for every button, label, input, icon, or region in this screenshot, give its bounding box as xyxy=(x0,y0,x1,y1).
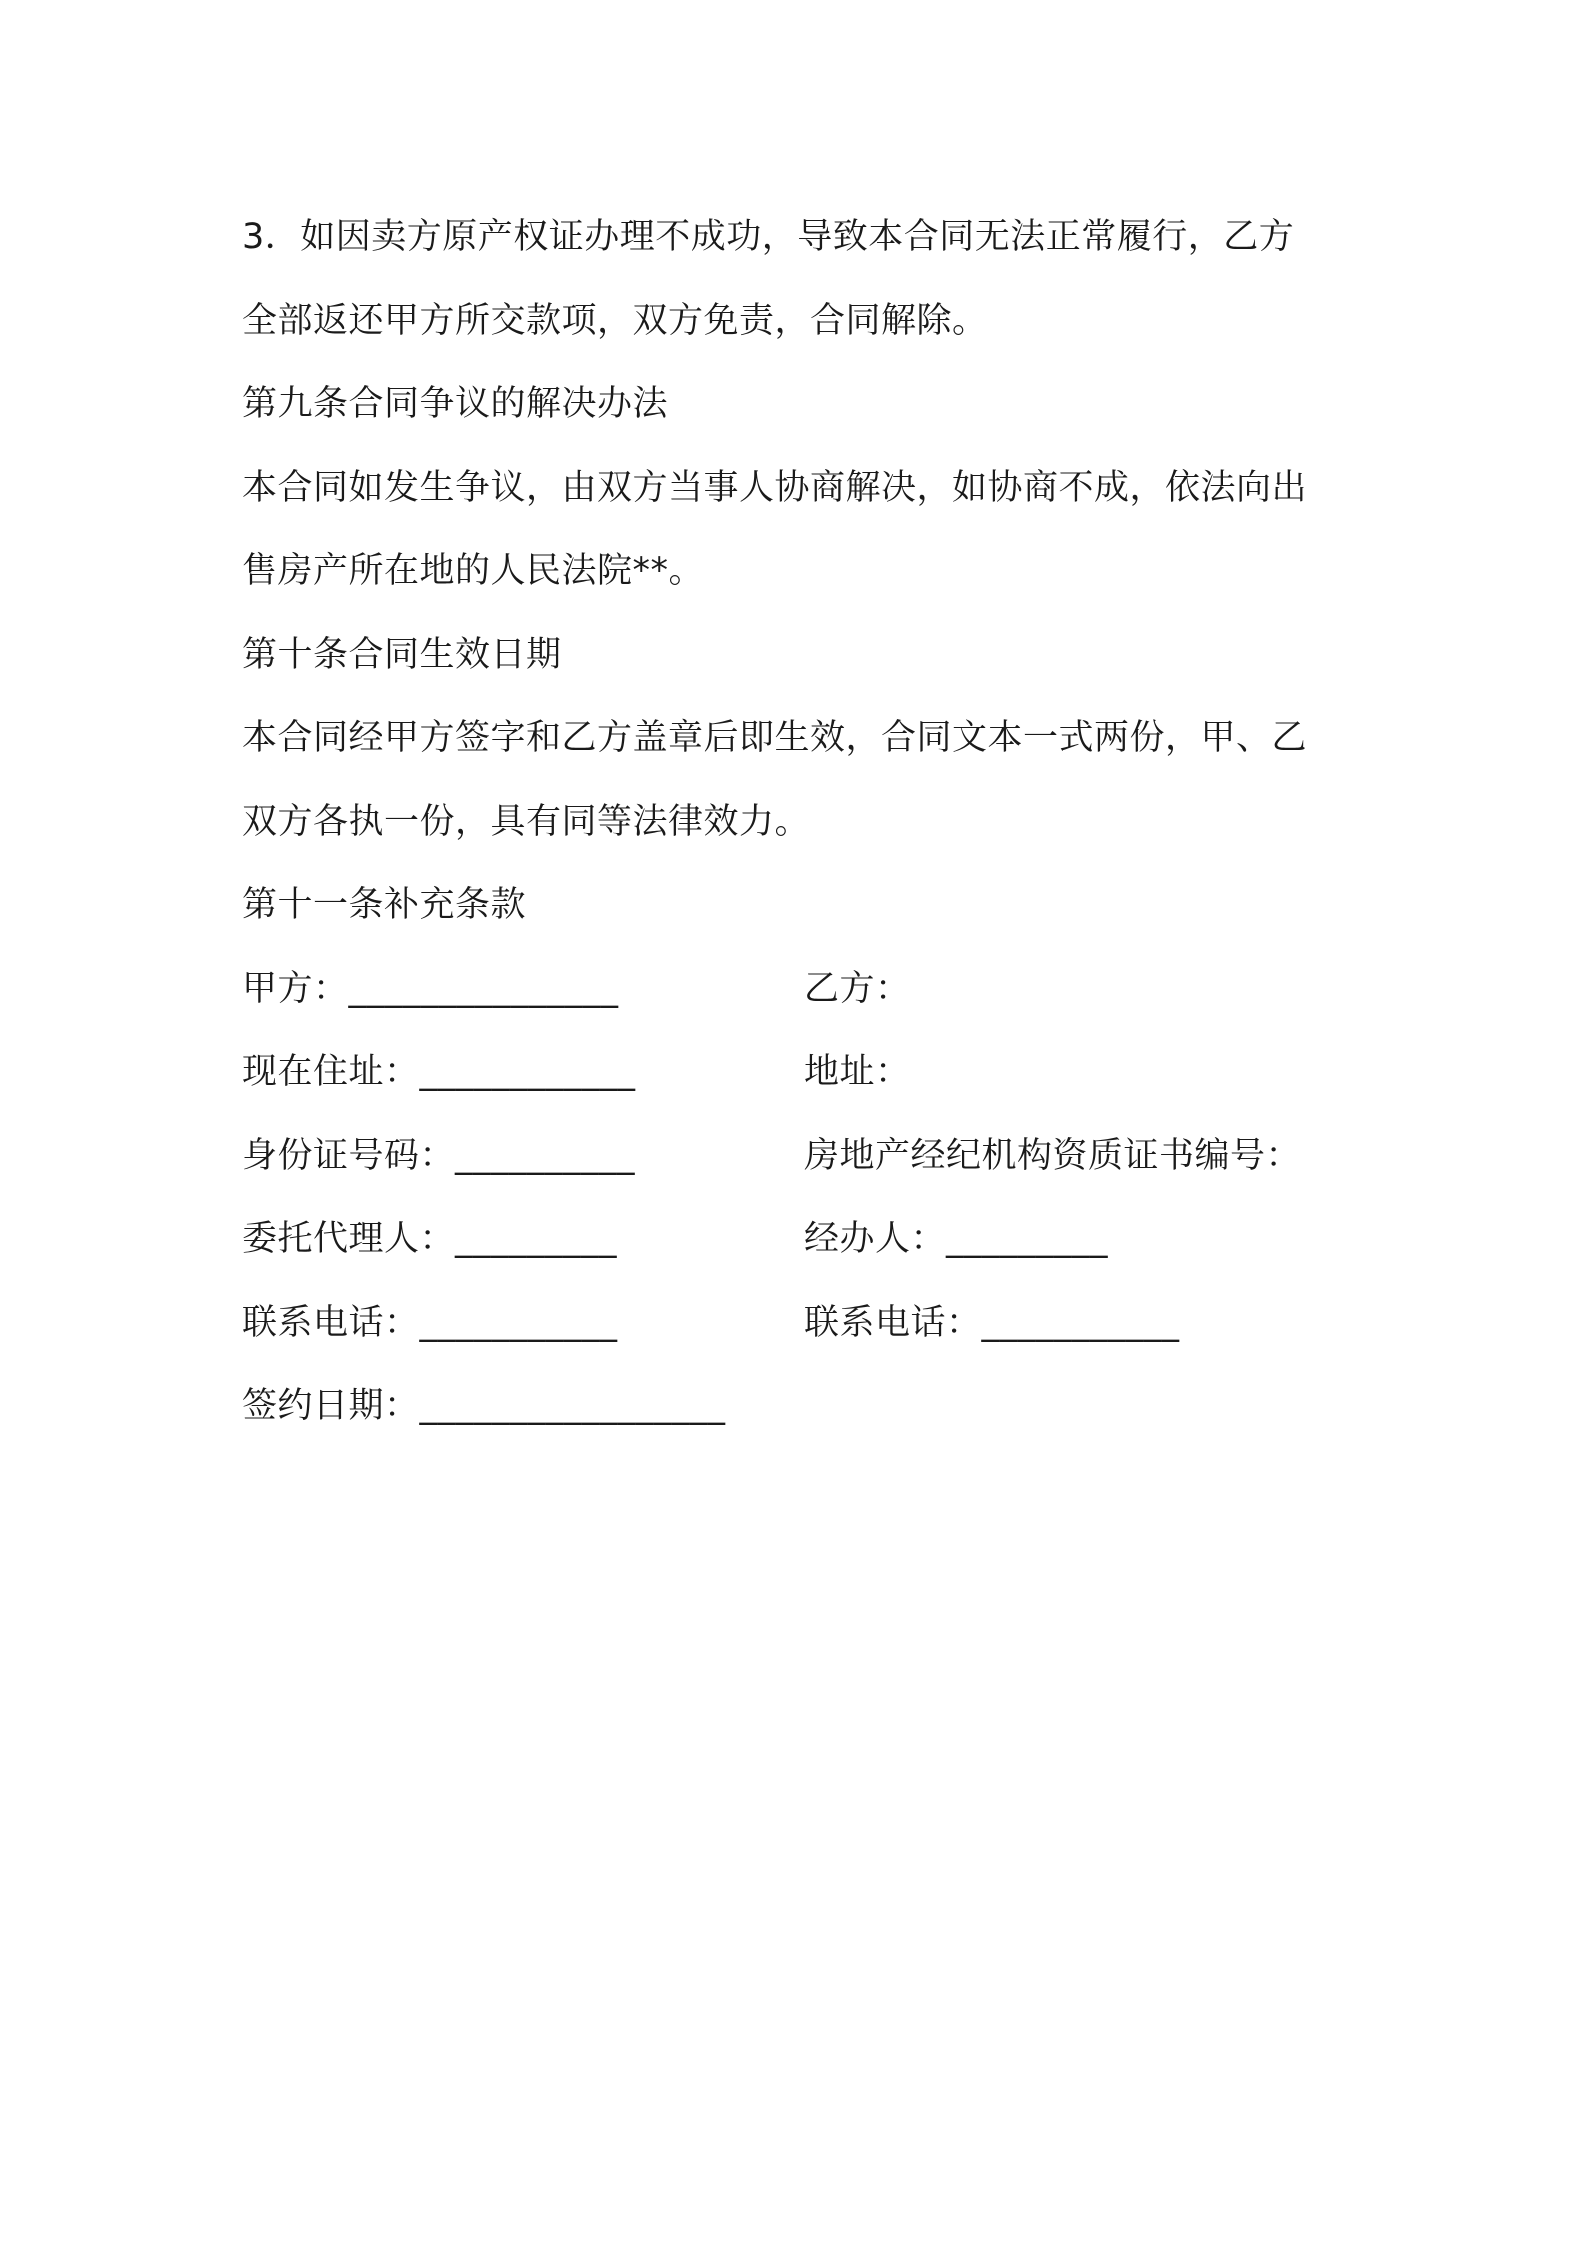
authorized-agent-field: 委托代理人：_________ xyxy=(242,1219,618,1259)
address-field: 地址： xyxy=(804,1052,911,1092)
signature-row-address xyxy=(242,1031,1362,1115)
party-a-field: 甲方：_______________ xyxy=(242,968,619,1009)
article-11-heading: 第十一条补充条款 xyxy=(242,885,527,925)
clause-3-text-line-1: 3．如因卖方原产权证办理不成功，导致本合同无法正常履行，乙方 xyxy=(242,217,1295,257)
empty-cell xyxy=(804,1365,1362,1449)
signature-row-date xyxy=(242,1365,1362,1449)
signature-block xyxy=(242,948,1362,1449)
id-number-field: 身份证号码：__________ xyxy=(242,1135,636,1176)
party-b-phone-field: 联系电话：___________ xyxy=(804,1302,1180,1343)
signing-date-field: 签约日期：_________________ xyxy=(242,1386,726,1426)
clause-3-text-line-2: 全部返还甲方所交款项，双方免责，合同解除。 xyxy=(242,300,988,341)
article-10-text-line-2: 双方各执一份，具有同等法律效力。 xyxy=(242,801,811,842)
article-9-heading: 第九条合同争议的解决办法 xyxy=(242,384,669,424)
party-a-phone-field: 联系电话：___________ xyxy=(242,1302,618,1343)
article-10-heading: 第十条合同生效日期 xyxy=(242,634,562,675)
signature-row-agent xyxy=(242,1198,1362,1282)
signature-row-id xyxy=(242,1115,1362,1199)
current-address-field: 现在住址：____________ xyxy=(242,1052,636,1092)
contract-body xyxy=(242,196,1362,1449)
handler-field: 经办人：_________ xyxy=(804,1219,1109,1259)
signature-row-phone xyxy=(242,1282,1362,1366)
article-9-text-line-2: 售房产所在地的人民法院**。 xyxy=(242,551,705,591)
signature-row-party xyxy=(242,948,1362,1032)
article-10-text-line-1: 本合同经甲方签字和乙方盖章后即生效，合同文本一式两份，甲、乙 xyxy=(242,718,1308,758)
party-b-field: 乙方： xyxy=(804,968,911,1009)
agency-certificate-field: 房地产经纪机构资质证书编号： xyxy=(804,1135,1302,1176)
article-9-text-line-1: 本合同如发生争议，由双方当事人协商解决，如协商不成，依法向出 xyxy=(242,467,1308,508)
